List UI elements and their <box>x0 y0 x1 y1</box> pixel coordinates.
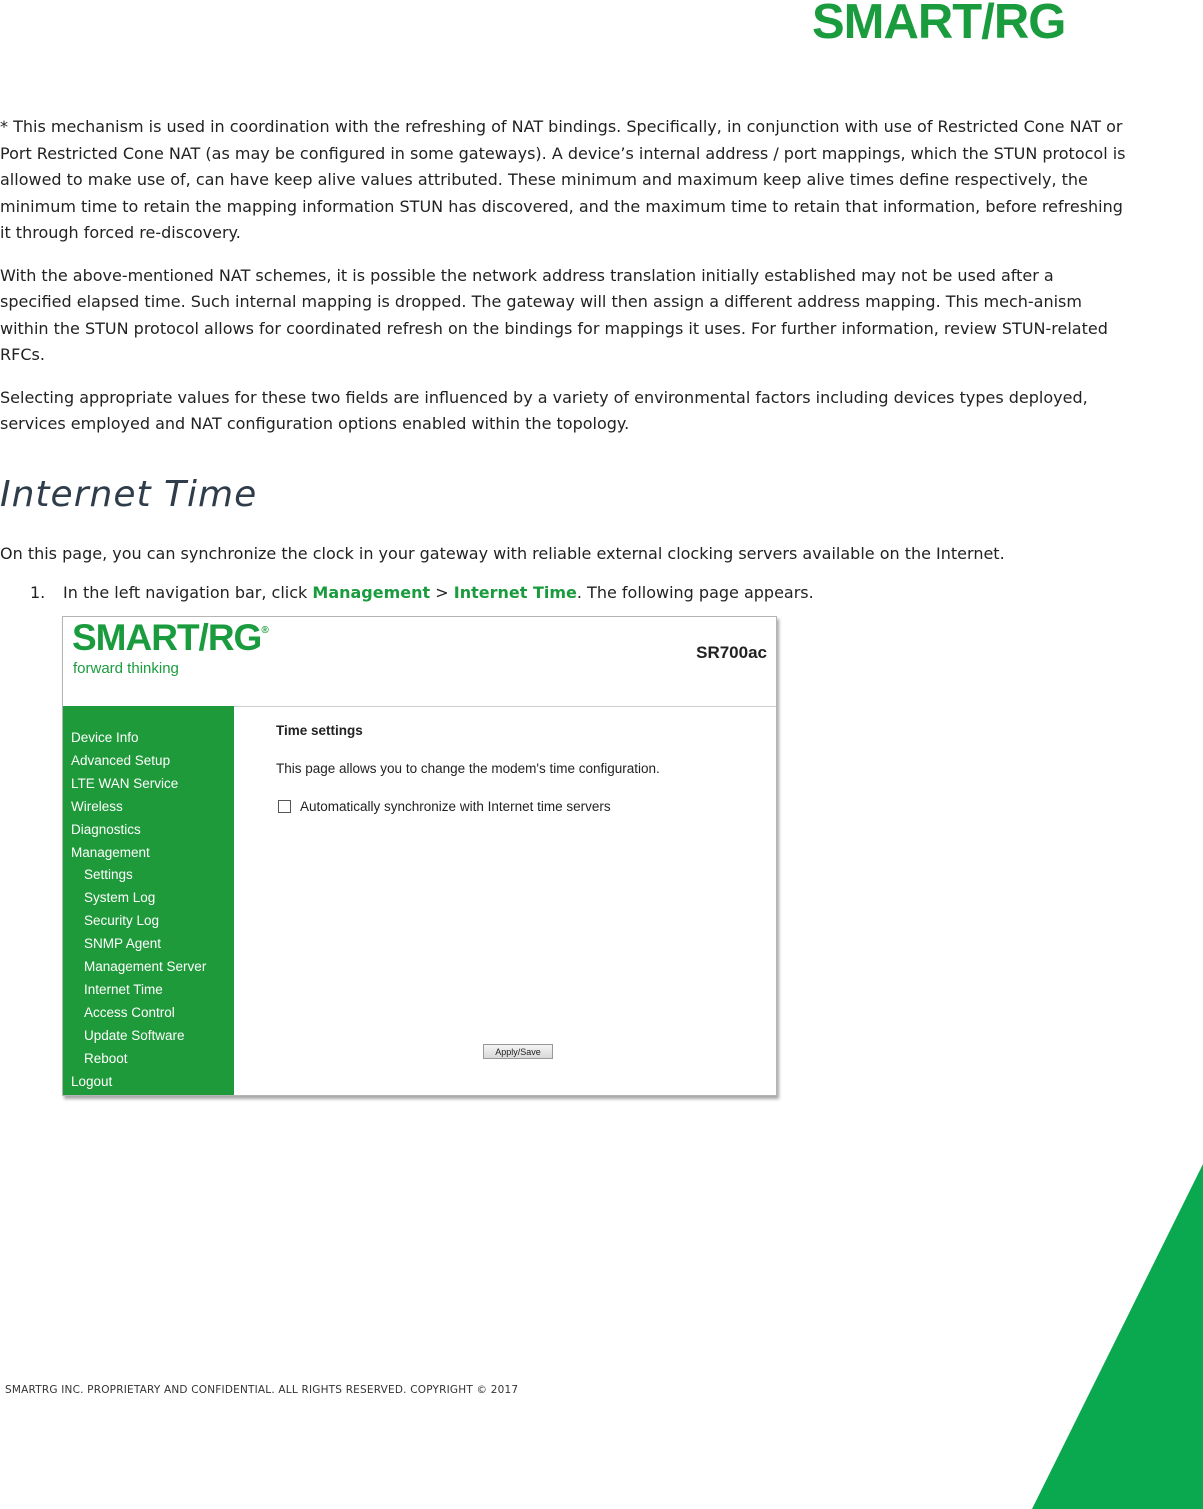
step-text-after: . The following page appears. <box>576 583 814 602</box>
corner-decoration <box>1032 1164 1203 1509</box>
sidebar-item-advanced-setup[interactable]: Advanced Setup <box>71 752 171 768</box>
screenshot-tagline: forward thinking <box>73 660 179 677</box>
screenshot-content <box>234 706 776 1095</box>
sidebar-item-update-software[interactable]: Update Software <box>84 1027 185 1043</box>
sidebar-nav <box>63 706 234 1095</box>
sidebar-item-diagnostics[interactable]: Diagnostics <box>71 821 141 837</box>
footer-copyright: SMARTRG INC. PROPRIETARY AND CONFIDENTIAL. ALL RIGHTS RESERVED. COPYRIGHT © 2017 <box>5 1384 519 1396</box>
screenshot-header <box>63 617 776 707</box>
sidebar-item-reboot[interactable]: Reboot <box>84 1050 128 1066</box>
corner-triangle-shape <box>1032 1164 1203 1509</box>
step-1 <box>30 580 814 606</box>
auto-sync-row <box>278 799 611 814</box>
sidebar-item-security-log[interactable]: Security Log <box>84 913 160 929</box>
step-text-before: In the left navigation bar, click <box>63 583 313 602</box>
time-settings-description: This page allows you to change the modem's time configuration. <box>276 761 660 776</box>
brand-logo: SMART/RG <box>812 0 1066 49</box>
management-link[interactable]: Management <box>312 583 431 602</box>
auto-sync-checkbox[interactable] <box>278 800 291 813</box>
internet-time-link[interactable]: Internet Time <box>453 583 577 602</box>
section-heading: Internet Time <box>0 474 258 515</box>
time-settings-title: Time settings <box>276 723 363 738</box>
paragraph-selecting-values: Selecting appropriate values for these two fields are influenced by a variety of environmental factors including devices types deployed, services employed and NAT configuration options enabled within the topology. <box>0 387 1088 433</box>
step-number: 1. <box>30 583 46 602</box>
router-ui-screenshot <box>62 616 777 1096</box>
step-separator: > <box>430 583 454 602</box>
sidebar-item-lte-wan-service[interactable]: LTE WAN Service <box>71 775 179 791</box>
sidebar-item-system-log[interactable]: System Log <box>84 890 156 906</box>
sidebar-item-internet-time[interactable]: Internet Time <box>84 981 163 997</box>
sidebar-item-access-control[interactable]: Access Control <box>84 1004 175 1020</box>
sidebar-item-management-server[interactable]: Management Server <box>84 959 207 975</box>
model-name: SR700ac <box>696 643 767 662</box>
sidebar-item-snmp-agent[interactable]: SNMP Agent <box>84 936 162 952</box>
sidebar-item-device-info[interactable]: Device Info <box>71 730 139 745</box>
sidebar-item-settings[interactable]: Settings <box>84 867 133 883</box>
sidebar-item-logout[interactable]: Logout <box>71 1073 113 1089</box>
auto-sync-label: Automatically synchronize with Internet time servers <box>300 799 611 814</box>
sidebar-item-management[interactable]: Management <box>71 844 150 860</box>
section-intro: On this page, you can synchronize the clock in your gateway with reliable external clocking servers available on the Internet. <box>0 544 1005 563</box>
paragraph-nat-bindings: * This mechanism is used in coordination with the refreshing of NAT bindings. Specifically, in conjunction with use of Restricted Cone NAT or Port Restricted Cone NAT (as may be configured in some gateways). A device’s internal address / port mappings, which the STUN protocol is allowed to make use of, can have keep alive values attributed. These minimum and maximum keep alive times define respectively, the minimum time to retain the mapping information STUN has discovered, and the maximum time to retain that information, before refreshing it through forced re-discovery. <box>0 117 1126 242</box>
screenshot-logo-text: SMART/RG <box>72 617 262 658</box>
paragraph-nat-schemes: With the above-mentioned NAT schemes, it is possible the network address translation initially established may not be used after a specified elapsed time. Such internal mapping is dropped. The gateway will then assign a different address mapping. This mech-anism within the STUN protocol allows for coordinated refresh on the bindings for mappings it uses. For further information, review STUN-related RFCs. <box>0 265 1108 364</box>
registered-mark: ® <box>261 625 268 636</box>
apply-save-button[interactable]: Apply/Save <box>483 1044 553 1059</box>
screenshot-logo <box>72 617 268 659</box>
sidebar-item-wireless[interactable]: Wireless <box>71 798 123 814</box>
body-text <box>0 114 1130 454</box>
